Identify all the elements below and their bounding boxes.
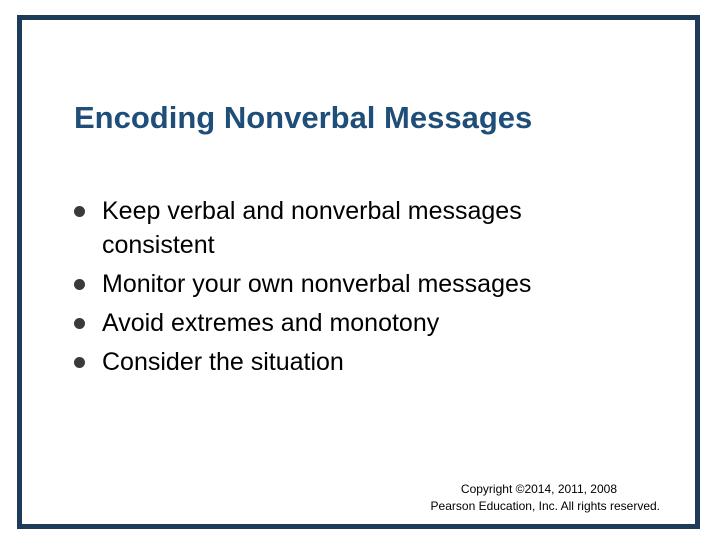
- bullet-item-monitor: [74, 267, 634, 301]
- bullet-text: Monitor your own nonverbal messages: [102, 270, 532, 298]
- bullet-dot-icon: [74, 357, 85, 368]
- slide-title: Encoding Nonverbal Messages: [74, 100, 533, 135]
- bullet-dot-icon: [74, 279, 85, 290]
- bullet-text: Consider the situation: [102, 348, 344, 376]
- copyright-line: Copyright ©2014, 2011, 2008: [460, 482, 617, 496]
- publisher-line: Pearson Education, Inc. All rights reserved.: [430, 499, 660, 513]
- bullet-dot-icon: [74, 206, 85, 217]
- bullet-dot-icon: [74, 318, 85, 329]
- copyright-notice: [360, 481, 660, 515]
- bullet-text: Keep verbal and nonverbal messages consistent: [102, 197, 522, 259]
- bullet-list: [74, 194, 634, 384]
- bullet-text: Avoid extremes and monotony: [102, 309, 440, 337]
- bullet-item-avoid-extremes: [74, 306, 634, 340]
- bullet-item-consider-situation: [74, 345, 634, 379]
- bullet-item-keep-consistent: [74, 194, 634, 262]
